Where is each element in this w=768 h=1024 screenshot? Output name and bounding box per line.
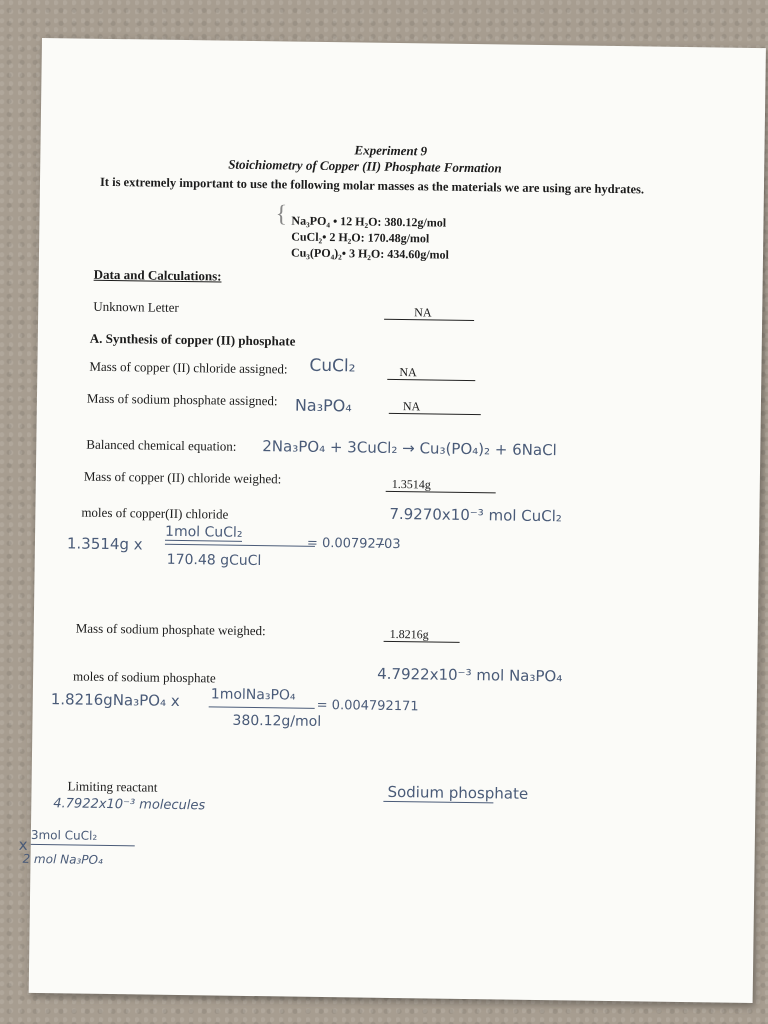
limiting-work-1: 4.7922x10⁻³ molecules xyxy=(53,796,206,814)
na3po4-assigned-note: Na₃PO₄ xyxy=(294,395,352,416)
cucl2-assigned-note: CuCl₂ xyxy=(309,355,356,377)
limiting-fraction-bar xyxy=(31,844,135,846)
na3po4-assigned-value: NA xyxy=(402,399,421,414)
molar-mass-1: Na₃PO₄ • 12 H₂O: 380.12g/mol xyxy=(291,213,447,230)
moles-cucl2-work-result: = 0.007927̶03 xyxy=(306,535,401,553)
data-heading: Data and Calculations: xyxy=(93,266,222,284)
na3po4-weighed-value: 1.8216g xyxy=(389,626,429,642)
moles-cucl2-work-den: 170.48 gCuCl xyxy=(166,551,262,570)
moles-na3po4-work-den: 380.12g/mol xyxy=(232,712,322,730)
na3po4-weighed-label: Mass of sodium phosphate weighed: xyxy=(75,620,266,639)
worksheet-page xyxy=(18,38,766,1003)
moles-na3po4-fraction-bar xyxy=(209,706,315,708)
limiting-work-den: 2 mol Na₃PO₄ xyxy=(22,851,103,867)
moles-cucl2-work-num: 1mol CuCl₂ xyxy=(165,523,243,541)
moles-na3po4-work-left: 1.8216gNa₃PO₄ x xyxy=(50,690,180,710)
cucl2-assigned-value: NA xyxy=(399,365,417,380)
instruction-text: It is extremely important to use the following molar masses as the materials we are using are hydrates. xyxy=(99,174,645,197)
brace-icon: { xyxy=(275,201,288,228)
moles-cucl2-fraction-bar xyxy=(165,544,315,547)
na3po4-weighed-underline xyxy=(384,641,460,643)
limiting-label: Limiting reactant xyxy=(67,778,158,795)
moles-cucl2-label: moles of copper(II) chloride xyxy=(81,504,229,522)
section-a-heading: A. Synthesis of copper (II) phosphate xyxy=(89,330,296,349)
moles-cucl2-work-left: 1.3514g x xyxy=(66,534,143,554)
cucl2-assigned-label: Mass of copper (II) chloride assigned: xyxy=(89,358,288,377)
experiment-number: Experiment 9 xyxy=(354,142,428,159)
limiting-work-num: 3mol CuCl₂ xyxy=(30,827,98,843)
moles-cucl2-answer: 7.9270x10⁻³ mol CuCl₂ xyxy=(389,504,563,526)
unknown-label: Unknown Letter xyxy=(93,298,179,315)
balanced-equation: 2Na₃PO₄ + 3CuCl₂ → Cu₃(PO₄)₂ + 6NaCl xyxy=(262,437,557,460)
equation-label: Balanced chemical equation: xyxy=(86,436,237,454)
limiting-answer: Sodium phosphate xyxy=(387,782,529,803)
moles-na3po4-label: moles of sodium phosphate xyxy=(72,668,216,686)
na3po4-assigned-label: Mass of sodium phosphate assigned: xyxy=(86,390,278,409)
limiting-work-x: x xyxy=(18,835,28,854)
cucl2-weighed-value: 1.3514g xyxy=(391,476,431,492)
limiting-answer-underline xyxy=(383,801,493,804)
moles-na3po4-answer: 4.7922x10⁻³ mol Na₃PO₄ xyxy=(377,664,563,686)
moles-na3po4-work-num: 1molNa₃PO₄ xyxy=(210,686,296,704)
cucl2-weighed-label: Mass of copper (II) chloride weighed: xyxy=(83,468,282,487)
molar-mass-2: CuCl₂• 2 H₂O: 170.48g/mol xyxy=(291,229,430,246)
molar-mass-3: Cu₃(PO₄)₂• 3 H₂O: 434.60g/mol xyxy=(290,245,450,262)
experiment-title: Stoichiometry of Copper (II) Phosphate Formation xyxy=(228,156,502,176)
moles-na3po4-work-result: = 0.004792171 xyxy=(316,697,419,715)
unknown-value: NA xyxy=(414,305,432,320)
